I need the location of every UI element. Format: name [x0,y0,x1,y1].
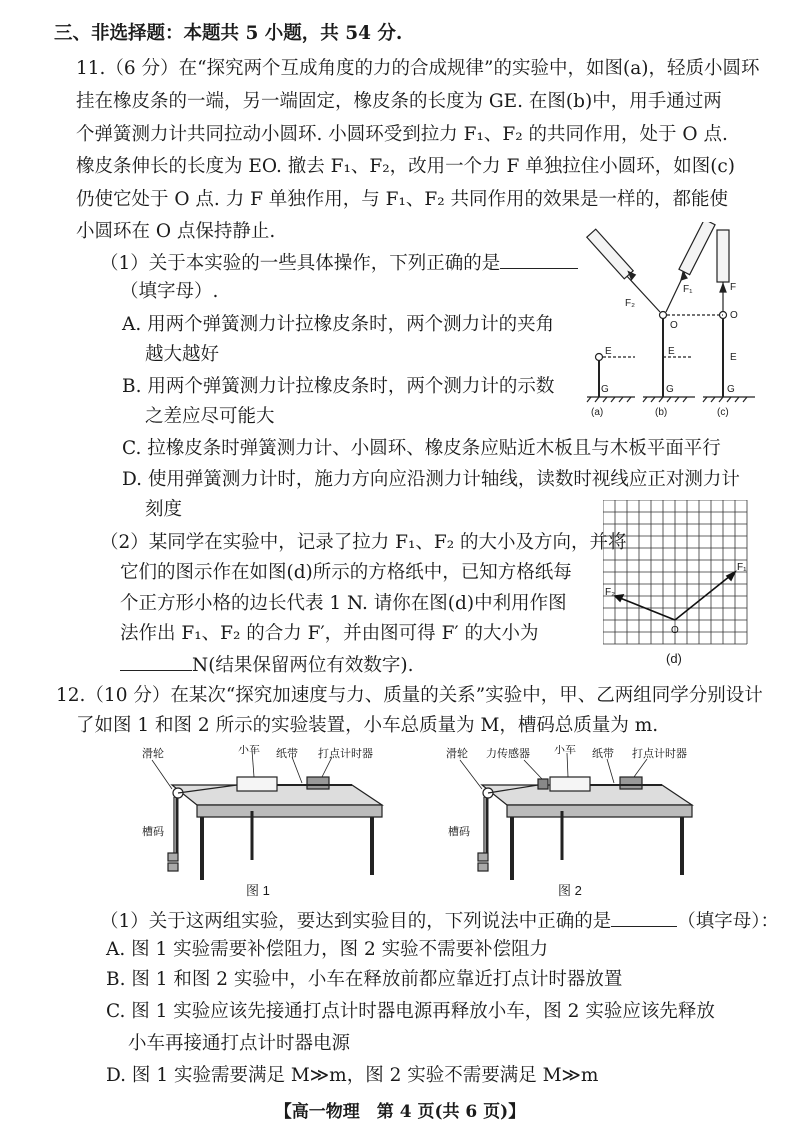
fig-a-caption: (a) [591,407,604,418]
q11-line-1: 11.（6 分）在“探究两个互成角度的力的合成规律”的实验中，如图(a)，轻质小圆环 [76,58,760,79]
q12-p1-answer-blank[interactable] [611,908,677,927]
q11-p1-stem-tail: （填字母）. [120,281,219,302]
page-footer: 【高一物理 第 4 页(共 6 页)】 [274,1102,526,1122]
q12-p1-stem-text: （1）关于这两组实验，要达到实验目的，下列说法中正确的是 [100,911,612,932]
fig-a-label-e: E [605,346,612,357]
q11-p2-end-text: N(结果保留两位有效数字). [192,655,414,676]
fig-c-caption: (c) [717,407,729,418]
figure-1-apparatus [142,745,387,895]
q12-option-d: D. 图 1 实验需要满足 M≫m，图 2 实验不需要满足 M≫m [106,1065,599,1086]
fig-b-label-o: O [670,320,678,331]
q11-p2-answer-blank[interactable] [120,652,192,671]
q11-p2-line-2: 它们的图示作在如图(d)所示的方格纸中，已知方格纸每 [120,562,572,583]
fig-b-label-f1: F₁ [683,284,693,295]
q11-option-a: A. 用两个弹簧测力计拉橡皮条时，两个测力计的夹角 [122,314,555,335]
q11-line-4: 橡皮条伸长的长度为 EO. 撤去 F₁、F₂，改用一个力 F 单独拉住小圆环，如图(c) [76,156,736,177]
fig2-label-sensor: 力传感器 [486,748,530,760]
fig1-label-cart: 小车 [238,745,260,756]
q11-line-6: 小圆环在 O 点保持静止. [76,221,276,242]
q11-p2-line-3: 个正方形小格的边长代表 1 N. 请你在图(d)中利用作图 [120,593,567,614]
q11-line-2: 挂在橡皮条的一端，另一端固定，橡皮条的长度为 GE. 在图(b)中，用手通过两 [76,91,722,112]
q12-line-1: 12.（10 分）在某次“探究加速度与力、质量的关系”实验中，甲、乙两组同学分别设计 [56,685,763,706]
q11-line-3: 个弹簧测力计共同拉动小圆环. 小圆环受到拉力 F₁、F₂ 的共同作用，处于 O 点. [76,124,728,145]
q11-p2-line-1: （2）某同学在实验中，记录了拉力 F₁、F₂ 的大小及方向，并将 [100,532,627,553]
fig2-label-timer: 打点计时器 [632,748,687,760]
fig-c-label-o: O [730,310,738,321]
fig-c-label-f: F [730,282,737,293]
figure-d-grid [603,500,753,650]
q11-option-b-cont: 之差应尽可能大 [145,406,275,427]
section-header: 三、非选择题：本题共 5 小题，共 54 分. [54,23,403,44]
fig-a-label-g: G [601,384,609,395]
fig2-label-weights: 槽码 [448,826,470,838]
q12-option-b: B. 图 1 和图 2 实验中，小车在释放前都应靠近打点计时器放置 [106,969,623,990]
fig-d-label-o: O [671,625,679,636]
figure-2-apparatus [442,745,702,895]
fig-c-label-g: G [727,384,735,395]
fig1-caption: 图 1 [246,883,270,898]
fig-b-label-g: G [666,384,674,395]
q11-option-d: D. 使用弹簧测力计时，施力方向应沿测力计轴线，读数时视线应正对测力计 [122,469,740,490]
q11-p1-answer-blank[interactable] [500,250,578,269]
q12-option-c-cont: 小车再接通打点计时器电源 [128,1033,351,1054]
q12-p1-stem-tail: （填字母）： [677,911,780,932]
fig-b-caption: (b) [655,407,668,418]
q11-p2-line-4: 法作出 F₁、F₂ 的合力 F′，并由图可得 F′ 的大小为 [120,623,539,644]
fig2-label-cart: 小车 [554,745,576,756]
fig-c-label-e: E [730,352,737,363]
q11-p1-stem-text: （1）关于本实验的一些具体操作，下列正确的是 [100,253,501,274]
fig-d-label-f2: F₂ [605,587,615,598]
fig-d-caption: (d) [666,651,682,666]
fig1-label-timer: 打点计时器 [318,748,373,760]
fig-d-label-f1: F₁ [737,562,747,573]
fig1-label-weights: 槽码 [142,826,164,838]
fig1-label-pulley: 滑轮 [142,748,164,760]
fig2-label-tape: 纸带 [592,748,614,760]
fig2-caption: 图 2 [558,883,582,898]
fig-b-label-f2: F₂ [625,298,635,309]
q12-line-2: 了如图 1 和图 2 所示的实验装置，小车总质量为 M，槽码总质量为 m. [76,715,659,736]
q11-option-b: B. 用两个弹簧测力计拉橡皮条时，两个测力计的示数 [122,376,555,397]
q11-p2-end [120,652,414,678]
fig-b-label-e: E [668,346,675,357]
fig2-label-pulley: 滑轮 [446,748,468,760]
q11-line-5: 仍使它处于 O 点. 力 F 单独作用，与 F₁、F₂ 共同作用的效果是一样的，都能使 [76,189,729,210]
q11-option-d-cont: 刻度 [145,499,183,520]
q12-option-a: A. 图 1 实验需要补偿阻力，图 2 实验不需要补偿阻力 [106,939,549,960]
figure-abc [585,222,760,422]
q11-p1-stem [100,250,578,276]
q11-option-a-cont: 越大越好 [145,344,220,365]
q11-option-c: C. 拉橡皮条时弹簧测力计、小圆环、橡皮条应贴近木板且与木板平面平行 [122,438,721,459]
q12-option-c: C. 图 1 实验应该先接通打点计时器电源再释放小车，图 2 实验应该先释放 [106,1001,715,1022]
q12-p1-stem [100,908,779,934]
fig1-label-tape: 纸带 [276,748,298,760]
